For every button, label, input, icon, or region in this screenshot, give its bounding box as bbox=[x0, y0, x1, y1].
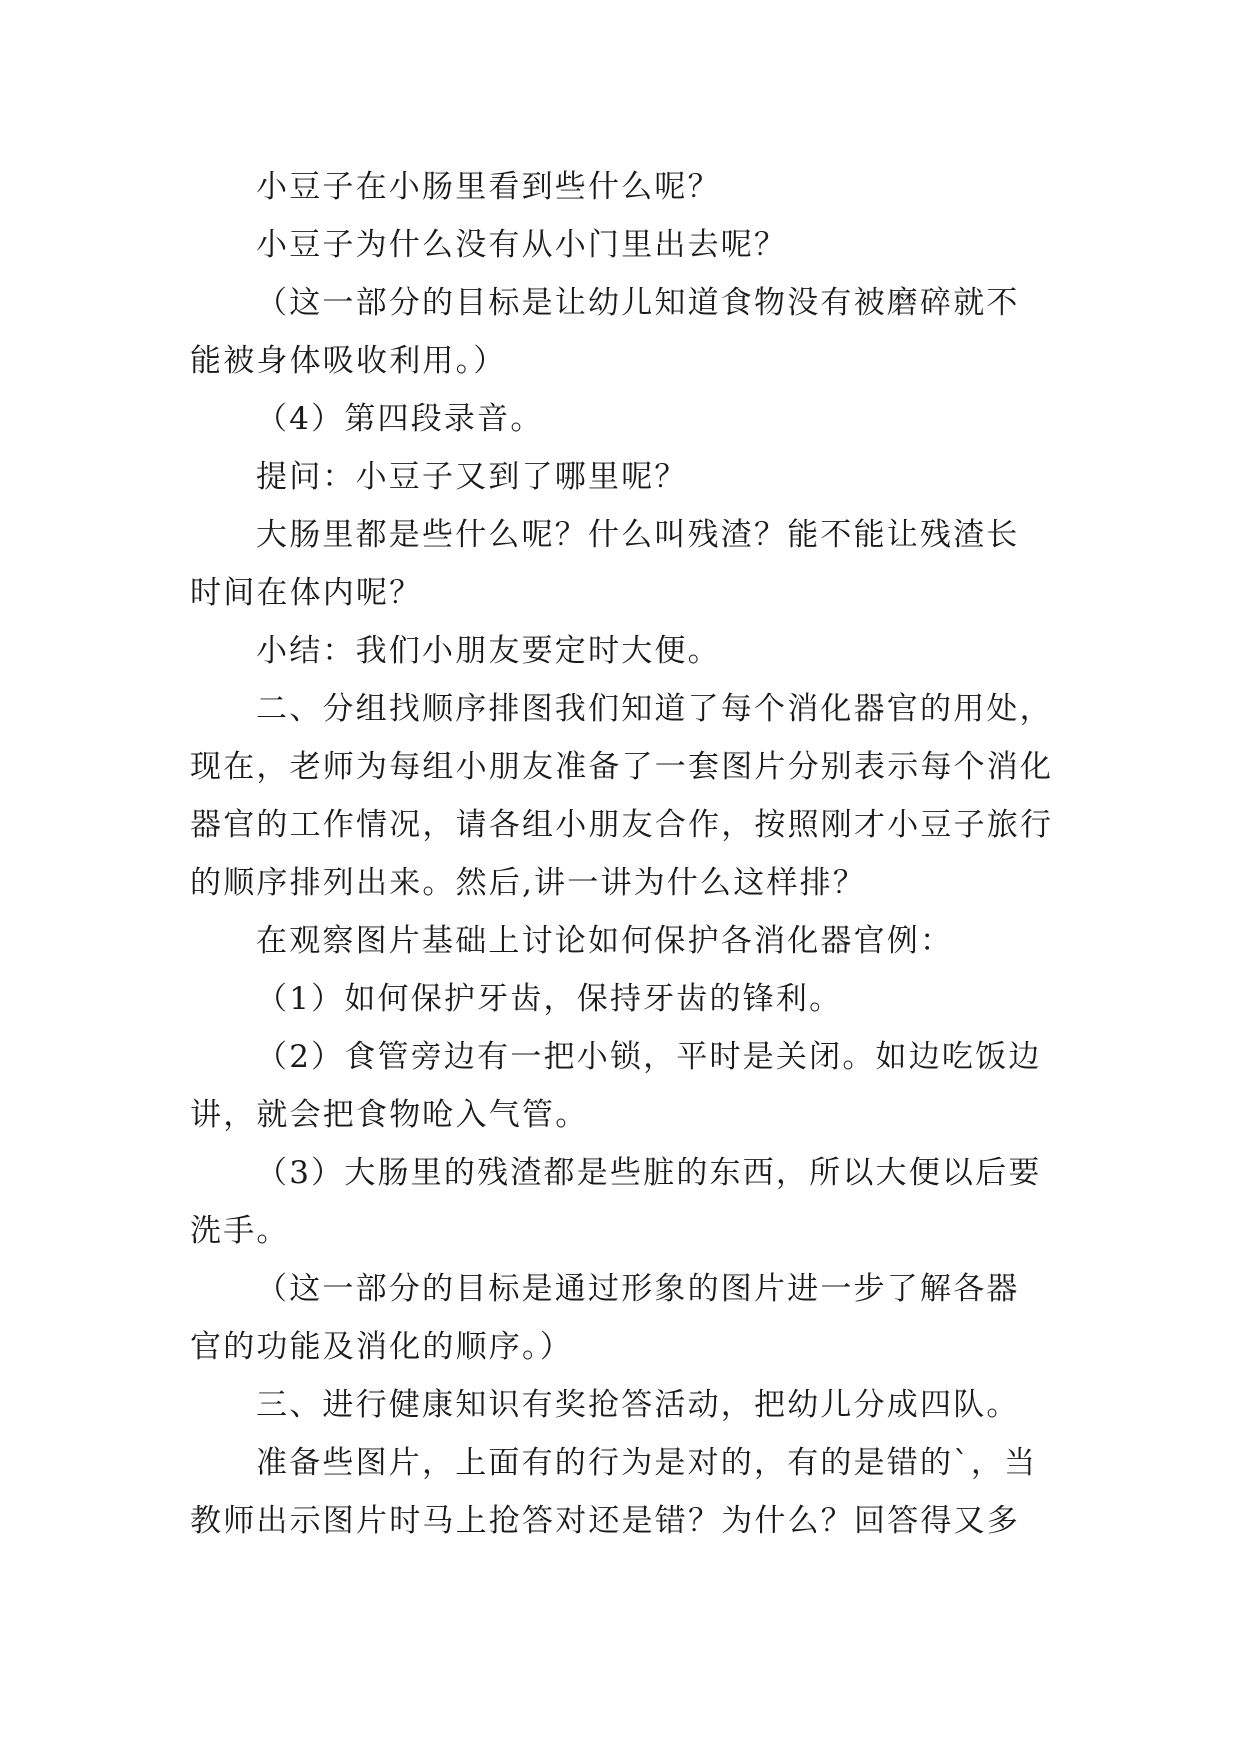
text-line: 现在，老师为每组小朋友准备了一套图片分别表示每个消化 bbox=[190, 749, 1054, 785]
text-line: （这一部分的目标是让幼儿知道食物没有被磨碎就不 bbox=[256, 285, 1020, 321]
text-line: （这一部分的目标是通过形象的图片进一步了解各器 bbox=[256, 1271, 1020, 1307]
text-line: （4）第四段录音。 bbox=[256, 401, 544, 437]
text-line: 小结：我们小朋友要定时大便。 bbox=[256, 633, 721, 669]
text-line: 讲，就会把食物呛入气管。 bbox=[190, 1097, 589, 1133]
text-line: 的顺序排列出来。然后,讲一讲为什么这样排？ bbox=[190, 865, 867, 901]
text-line: 能被身体吸收利用。） bbox=[190, 343, 507, 379]
text-line: （3）大肠里的残渣都是些脏的东西，所以大便以后要 bbox=[256, 1155, 1042, 1191]
text-line: 洗手。 bbox=[190, 1213, 290, 1249]
text-line: 提问：小豆子又到了哪里呢？ bbox=[256, 459, 688, 495]
text-line: （1）如何保护牙齿，保持牙齿的锋利。 bbox=[256, 981, 843, 1017]
text-line: 教师出示图片时马上抢答对还是错？为什么？回答得又多 bbox=[190, 1503, 1020, 1539]
text-line: （2）食管旁边有一把小锁，平时是关闭。如边吃饭边 bbox=[256, 1039, 1042, 1075]
text-line: 大肠里都是些什么呢？什么叫残渣？能不能让残渣长 bbox=[256, 517, 1020, 553]
text-line: 二、分组找顺序排图我们知道了每个消化器官的用处， bbox=[256, 691, 1053, 727]
text-line: 器官的工作情况，请各组小朋友合作，按照刚才小豆子旅行 bbox=[190, 807, 1054, 843]
text-line: 在观察图片基础上讨论如何保护各消化器官例： bbox=[256, 923, 954, 959]
text-line: 准备些图片，上面有的行为是对的，有的是错的`，当 bbox=[256, 1445, 1038, 1481]
text-line: 官的功能及消化的顺序。） bbox=[190, 1329, 573, 1365]
document-body bbox=[190, 158, 1052, 1550]
text-line: 三、进行健康知识有奖抢答活动，把幼儿分成四队。 bbox=[256, 1387, 1020, 1423]
text-line: 小豆子在小肠里看到些什么呢？ bbox=[256, 169, 721, 205]
text-line: 时间在体内呢？ bbox=[190, 575, 423, 611]
text-line: 小豆子为什么没有从小门里出去呢？ bbox=[256, 227, 788, 263]
